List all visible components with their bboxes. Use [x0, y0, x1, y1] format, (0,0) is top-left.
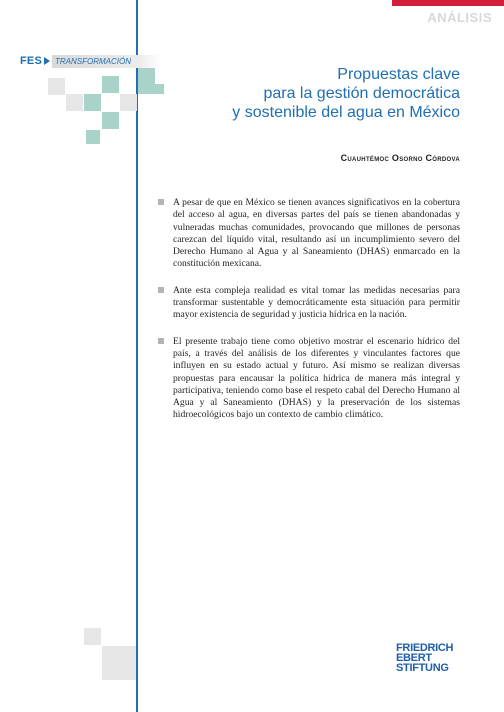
- bullet-square-icon: [158, 287, 164, 293]
- article-title: [160, 65, 460, 122]
- author-name: Cuauhtémoc Osorno Córdova: [340, 153, 460, 163]
- logo-line: STIFTUNG: [396, 662, 449, 674]
- decorative-square: [138, 68, 155, 85]
- fes-brand: FES: [20, 55, 42, 67]
- section-label: ANÁLISIS: [427, 10, 492, 25]
- logo-line: FRIEDRICH: [396, 642, 454, 654]
- friedrich-ebert-stiftung-logo: [396, 643, 462, 673]
- fes-series-label: TRANSFORMACIÓN: [52, 55, 161, 68]
- title-line: para la gestión democrática: [263, 85, 460, 102]
- logo-line: EBERT: [396, 652, 432, 664]
- abstract-paragraph: [173, 336, 460, 422]
- decorative-square: [102, 76, 119, 93]
- fes-logo: [20, 54, 161, 68]
- arrow-icon: [44, 57, 50, 65]
- decorative-square: [48, 78, 65, 95]
- section-color-bar: [392, 0, 504, 6]
- paragraph-text: A pesar de que en México se tienen avances significativos en la cobertura del acceso al agua, en diversas partes del país se tienen abandonadas y vulneradas muchas comunidades, provocando que millones de personas carezcan del líquido vital, resultando así un incumplimiento severo del Derecho Humano al Agua y al Saneamiento (DHAS) enmarcado en la constitución mexicana.: [173, 197, 460, 270]
- decorative-square: [120, 94, 137, 111]
- abstract-paragraph: [173, 285, 460, 322]
- decorative-square: [102, 646, 136, 680]
- decorative-square: [66, 94, 83, 111]
- decorative-square: [84, 94, 101, 111]
- title-line: Propuestas clave: [337, 66, 460, 83]
- abstract-paragraph: [173, 197, 460, 271]
- decorative-square: [84, 628, 101, 645]
- abstract-body: [173, 197, 460, 436]
- paragraph-text: El presente trabajo tiene como objetivo mostrar el escenario hídrico del país, a través del análisis de los diferentes y vinculantes factores que influyen en su estado actual y futuro. Así mismo se realizan diversas propuestas para encausar la política hídrica de manera más integral y participativa, teniendo como base el respeto cabal del Derecho Humano al Agua y al Saneamiento (DHAS) y la preservación de los sistemas hidroecológicos bajo un contexto de cambio climático.: [173, 335, 460, 421]
- title-line: y sostenible del agua en México: [232, 104, 460, 121]
- bullet-square-icon: [158, 338, 164, 344]
- paragraph-text: Ante esta compleja realidad es vital tomar las medidas necesarias para transformar sustentable y democráticamente esta situación para permitir mayor existencia de seguridad y justicia hídrica en la nación.: [173, 284, 460, 321]
- decorative-square: [86, 130, 100, 144]
- decorative-square: [102, 112, 119, 129]
- bullet-square-icon: [158, 199, 164, 205]
